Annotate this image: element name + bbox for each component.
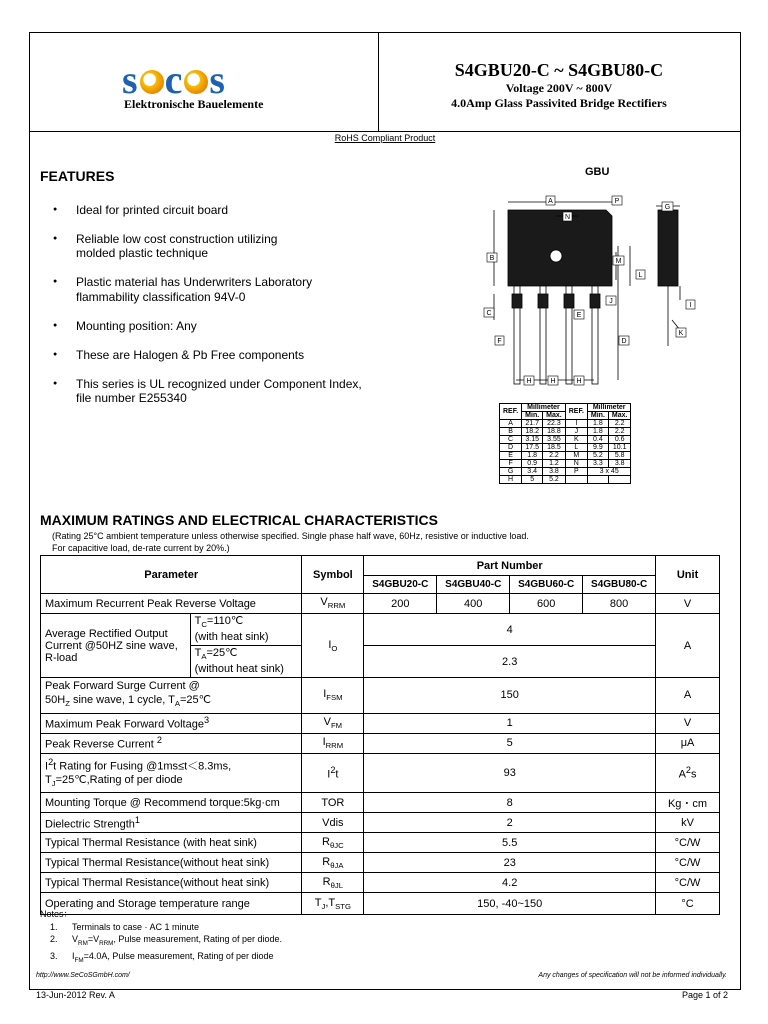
feature-item: ● Mounting position: Any <box>48 319 428 334</box>
feature-item: ● This series is UL recognized under Component Index, file number E255340 <box>48 377 428 406</box>
footer-disclaimer: Any changes of specification will not be informed individually. <box>538 972 727 979</box>
param-cell: Average Rectified Output Current @50HZ sine wave, R-load <box>41 614 191 678</box>
value-cell: 93 <box>364 753 656 793</box>
dimension-cell: 3 x 45 <box>587 468 631 476</box>
dim-label-a: A <box>548 198 553 205</box>
dimension-cell: M <box>565 452 587 460</box>
value-cell: 8 <box>364 793 656 813</box>
package-outline-diagram <box>480 190 700 390</box>
symbol-cell: $I_{FSM}$ <box>302 678 364 713</box>
value-cell: 400 <box>437 594 510 614</box>
dimension-cell: 18.2 <box>522 428 543 436</box>
unit-cell: °C <box>656 893 720 915</box>
dimension-cell: 18.5 <box>543 444 566 452</box>
param-cell: Operating and Storage temperature range <box>41 893 302 915</box>
dimension-cell: 0.6 <box>608 436 631 444</box>
mounting-hole <box>550 250 562 262</box>
dimension-cell: 3.8 <box>608 460 631 468</box>
value-cell: 5 <box>364 733 656 753</box>
param-cell: Typical Thermal Resistance(without heat sink) <box>41 853 302 873</box>
table-row <box>41 813 720 833</box>
value-cell: 5.5 <box>364 833 656 853</box>
table-row <box>41 733 720 753</box>
dim-label-h: H <box>550 378 556 385</box>
dimension-cell: A <box>500 420 522 428</box>
dimension-cell: 0.4 <box>587 436 608 444</box>
dim-label-h: H <box>526 378 532 385</box>
unit-cell: kV <box>656 813 720 833</box>
rohs-label: RoHS Compliant Product <box>334 133 436 143</box>
dim-header-min: Min. <box>522 412 543 420</box>
dimension-cell: 2.2 <box>608 428 631 436</box>
condition-cell: $T_C=110℃$ (with heat sink) <box>190 614 302 646</box>
unit-cell: A <box>656 614 720 678</box>
company-logo: s c s <box>122 57 226 102</box>
table-row <box>41 678 720 713</box>
table-row <box>41 793 720 813</box>
dimension-cell: B <box>500 428 522 436</box>
dimension-cell: K <box>565 436 587 444</box>
value-cell: 1 <box>364 713 656 733</box>
dim-header-min: Min. <box>587 412 608 420</box>
symbol-cell: Vdis <box>302 813 364 833</box>
dim-label-k: K <box>678 330 684 337</box>
table-row <box>41 833 720 853</box>
param-cell: Maximum Peak Forward Voltage$^3$ <box>41 713 302 733</box>
note-item: 3. $I_{FM}=4.0A$, Pulse measurement, Rating of per diode <box>50 951 274 965</box>
value-cell: 4.2 <box>364 873 656 893</box>
dim-label-f: F <box>497 338 502 345</box>
revision-date: 13-Jun-2012 Rev. A <box>36 990 115 1000</box>
symbol-cell: $V_{FM}$ <box>302 713 364 733</box>
unit-cell: $A^2s$ <box>656 753 720 793</box>
dimension-row <box>500 452 631 460</box>
table-row <box>41 713 720 733</box>
note-item: 2. $V_{RM}=V_{RRM}$, Pulse measurement, Rating of per diode. <box>50 934 283 947</box>
dimension-cell: 5.8 <box>608 452 631 460</box>
package-body <box>508 210 612 286</box>
dimension-cell: G <box>500 468 522 476</box>
dimension-cell: 3.8 <box>543 468 566 476</box>
dimension-cell: 1.8 <box>587 428 608 436</box>
param-cell: $I^2t$ Rating for Fusing @1ms≤t＜8.3ms, $T_J=25℃,Rating$ of per diode <box>41 753 302 793</box>
dimension-cell: 3.4 <box>522 468 543 476</box>
dim-label-n: N <box>564 214 571 221</box>
dim-header-ref: REF. <box>500 404 522 420</box>
dimension-cell: 2.2 <box>543 452 566 460</box>
ratings-note: (Rating 25°C ambient temperature unless otherwise specified. Single phase half wave, 60Hz, resistive or inductive load. <box>52 531 529 541</box>
unit-cell: V <box>656 713 720 733</box>
company-name: Elektronische Bauelemente <box>124 97 264 111</box>
dimension-cell: 2.2 <box>608 420 631 428</box>
part-number-60: S4GBU60-C <box>510 576 583 594</box>
feature-item: ● Ideal for printed circuit board <box>48 203 428 218</box>
param-cell: Peak Forward Surge Current @ $50H_Z$ sine wave, 1 cycle, $T_A=25℃$ <box>41 678 302 713</box>
param-cell: Maximum Recurrent Peak Reverse Voltage <box>41 594 302 614</box>
feature-item: ● These are Halogen & Pb Free components <box>48 348 428 363</box>
features-list <box>48 188 428 420</box>
unit-cell: A <box>656 678 720 713</box>
dimension-cell <box>587 476 608 484</box>
feature-item: ● Plastic material has Underwriters Laboratory flammability classification 94V-0 <box>48 275 428 304</box>
dimension-cell: 1.8 <box>522 452 543 460</box>
header-divider <box>29 131 741 132</box>
dimension-row <box>500 460 631 468</box>
dimension-row <box>500 444 631 452</box>
dim-label-b: B <box>489 255 495 262</box>
value-cell: 4 <box>364 614 656 646</box>
value-cell: 200 <box>364 594 437 614</box>
dimension-cell: J <box>565 428 587 436</box>
header-unit: Unit <box>656 556 720 594</box>
ratings-heading: MAXIMUM RATINGS AND ELECTRICAL CHARACTERISTICS <box>40 512 438 528</box>
dimension-cell: L <box>565 444 587 452</box>
param-cell: Peak Reverse Current $^2$ <box>41 733 302 753</box>
dimension-cell: 5.2 <box>587 452 608 460</box>
header-parameter: Parameter <box>41 556 302 594</box>
dim-label-m: M <box>615 258 622 265</box>
dimension-cell: 9.9 <box>587 444 608 452</box>
dim-header-max: Max. <box>543 412 566 420</box>
header-symbol: Symbol <box>302 556 364 594</box>
dim-label-l: L <box>638 272 643 279</box>
symbol-cell: $R_{\theta JL}$ <box>302 873 364 893</box>
dimension-cell: 0.9 <box>522 460 543 468</box>
value-cell: 800 <box>583 594 656 614</box>
unit-cell: °C/W <box>656 833 720 853</box>
features-heading: FEATURES <box>40 168 115 184</box>
param-cell: Dielectric Strength$^1$ <box>41 813 302 833</box>
table-row <box>41 873 720 893</box>
part-number-80: S4GBU80-C <box>583 576 656 594</box>
dimension-cell: C <box>500 436 522 444</box>
dimension-cell: 21.7 <box>522 420 543 428</box>
dim-header-unit: Millimeter <box>522 404 566 412</box>
dimension-cell: F <box>500 460 522 468</box>
dimension-row <box>500 468 631 476</box>
dim-label-d: D <box>621 338 627 345</box>
symbol-cell: $T_J,T_{STG}$ <box>302 893 364 915</box>
dimension-cell: 18.8 <box>543 428 566 436</box>
unit-cell: °C/W <box>656 853 720 873</box>
table-row <box>41 753 720 793</box>
dim-label-i: I <box>689 302 692 309</box>
part-number-40: S4GBU40-C <box>437 576 510 594</box>
dimension-row <box>500 476 631 484</box>
ratings-table <box>40 555 720 915</box>
note-item: 1. Terminals to case · AC 1 minute <box>50 921 200 932</box>
dim-label-c: C <box>486 310 492 317</box>
dimension-cell: I <box>565 420 587 428</box>
dimension-cell: 5.2 <box>543 476 566 484</box>
dim-label-h: H <box>576 378 582 385</box>
dimension-cell: 1.8 <box>587 420 608 428</box>
dim-label-e: E <box>576 312 582 319</box>
feature-item: ● Reliable low cost construction utilizing molded plastic technique <box>48 232 428 261</box>
symbol-cell: $I_O$ <box>302 614 364 678</box>
dimension-table <box>499 403 631 484</box>
dimension-cell: 5 <box>522 476 543 484</box>
param-cell: Typical Thermal Resistance(without heat sink) <box>41 873 302 893</box>
notes-block <box>40 908 282 968</box>
dimension-cell: D <box>500 444 522 452</box>
page-number: Page 1 of 2 <box>681 990 728 1000</box>
dimension-cell: H <box>500 476 522 484</box>
part-range-title: S4GBU20-C ~ S4GBU80-C <box>454 60 664 80</box>
table-row <box>41 853 720 873</box>
dim-label-g: G <box>664 204 671 211</box>
unit-cell: V <box>656 594 720 614</box>
param-cell: Mounting Torque @ Recommend torque:5kg·cm <box>41 793 302 813</box>
condition-cell: $T_A=25℃$ (without heat sink) <box>190 646 302 678</box>
dim-label-j: J <box>609 298 613 305</box>
value-cell: 2 <box>364 813 656 833</box>
symbol-cell: $R_{\theta JC}$ <box>302 833 364 853</box>
unit-cell: °C/W <box>656 873 720 893</box>
dimension-cell: 3.55 <box>543 436 566 444</box>
notes-heading: Notes： <box>40 909 73 919</box>
value-cell: 150, -40~150 <box>364 893 656 915</box>
dimension-cell: E <box>500 452 522 460</box>
part-number-20: S4GBU20-C <box>364 576 437 594</box>
param-cell: Typical Thermal Resistance (with heat sink) <box>41 833 302 853</box>
dim-header-max: Max. <box>608 412 631 420</box>
value-cell: 2.3 <box>364 646 656 678</box>
table-row <box>41 594 720 614</box>
symbol-cell: $V_{RRM}$ <box>302 594 364 614</box>
unit-cell: μA <box>656 733 720 753</box>
value-cell: 600 <box>510 594 583 614</box>
ratings-note: For capacitive load, de-rate current by 20%.) <box>52 543 230 553</box>
dim-label-p: P <box>614 198 620 205</box>
dimension-row <box>500 436 631 444</box>
dimension-cell: N <box>565 460 587 468</box>
header-part-number: Part Number <box>364 556 656 576</box>
company-url-link[interactable]: http://www.SeCoSGmbH.com/ <box>36 972 130 979</box>
symbol-cell: $R_{\theta JA}$ <box>302 853 364 873</box>
dimension-cell: 3.3 <box>587 460 608 468</box>
dimension-cell: 1.2 <box>543 460 566 468</box>
dimension-table-body <box>500 420 631 484</box>
symbol-cell: TOR <box>302 793 364 813</box>
symbol-cell: $I^2t$ <box>302 753 364 793</box>
voltage-range: Voltage 200V ~ 800V <box>505 81 613 95</box>
table-row <box>41 614 720 646</box>
dimension-cell: 3.15 <box>522 436 543 444</box>
logo-orb-icon <box>184 70 208 94</box>
value-cell: 150 <box>364 678 656 713</box>
dimension-cell: 10.1 <box>608 444 631 452</box>
dimension-row <box>500 428 631 436</box>
product-description: 4.0Amp Glass Passivited Bridge Rectifiers <box>451 96 667 110</box>
dimension-cell: 17.5 <box>522 444 543 452</box>
dimension-cell: 22.3 <box>543 420 566 428</box>
dim-header-ref: REF. <box>565 404 587 420</box>
logo-orb-icon <box>140 70 164 94</box>
symbol-cell: $I_{RRM}$ <box>302 733 364 753</box>
dimension-cell <box>608 476 631 484</box>
dimension-cell: P <box>565 468 587 476</box>
dimension-cell <box>565 476 587 484</box>
value-cell: 23 <box>364 853 656 873</box>
dim-header-unit: Millimeter <box>587 404 631 412</box>
package-label: GBU <box>585 166 610 178</box>
dimension-row <box>500 420 631 428</box>
unit-cell: Kg・cm <box>656 793 720 813</box>
